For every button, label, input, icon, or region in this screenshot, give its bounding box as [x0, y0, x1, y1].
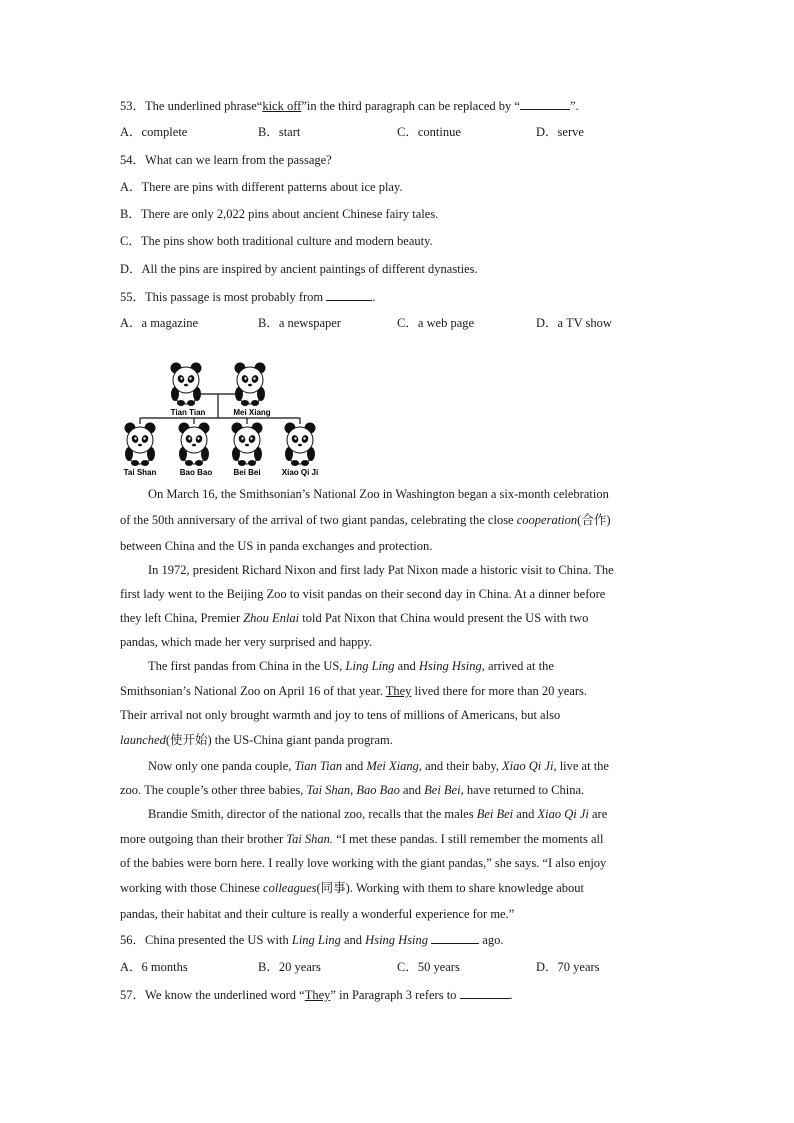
panda-label: Bei Bei	[233, 468, 261, 477]
passage-line: Smithsonian’s National Zoo on April 16 of that year. They lived there for more than 20 years.	[120, 684, 588, 698]
panda-label: Xiao Qi Ji	[281, 468, 319, 477]
panda-bei-bei-icon	[232, 423, 263, 467]
passage-line: On March 16, the Smithsonian’s National Zoo in Washington began a six-month celebration	[148, 487, 609, 501]
question-55: 55．This passage is most probably from .	[120, 290, 376, 304]
passage-line: working with those Chinese colleagues(同事). Working with them to share knowledge about	[120, 881, 584, 895]
option-a[interactable]: A．complete	[120, 125, 188, 139]
answer-blank[interactable]	[431, 931, 479, 944]
passage-line: pandas, which made her very surprised and happy.	[120, 635, 373, 649]
option-b[interactable]: B．start	[258, 125, 301, 139]
passage-line: Now only one panda couple, Tian Tian and Mei Xiang, and their baby, Xiao Qi Ji, live at the	[148, 759, 609, 773]
option-a[interactable]: A．a magazine	[120, 316, 199, 330]
passage-line: zoo. The couple’s other three babies, Tai Shan, Bao Bao and Bei Bei, have returned to China.	[120, 783, 585, 797]
passage-line: of the 50th anniversary of the arrival of two giant pandas, celebrating the close cooperation(合作)	[120, 513, 611, 527]
option-c[interactable]: C．The pins show both traditional culture and modern beauty.	[120, 234, 433, 248]
question-number: 53．	[120, 99, 146, 113]
panda-tian-tian-icon	[171, 363, 202, 407]
panda-label: Tai Shan	[123, 468, 157, 477]
panda-mei-xiang-icon	[235, 363, 266, 407]
underlined-phrase: kick off	[262, 99, 302, 113]
underlined-word: They	[304, 988, 331, 1002]
option-d[interactable]: D．serve	[536, 125, 584, 139]
panda-tai-shan-icon	[125, 423, 156, 467]
passage-line: In 1972, president Richard Nixon and first lady Pat Nixon made a historic visit to China. The	[148, 563, 614, 577]
option-c[interactable]: C．50 years	[397, 960, 460, 974]
panda-label: Bao Bao	[179, 468, 213, 477]
passage-line: Brandie Smith, director of the national zoo, recalls that the males Bei Bei and Xiao Qi Ji are	[148, 807, 608, 821]
passage-line: Their arrival not only brought warmth and joy to tens of millions of Americans, but also	[120, 708, 561, 722]
option-b[interactable]: B．a newspaper	[258, 316, 341, 330]
question-57: 57．We know the underlined word “They” in Paragraph 3 refers to .	[120, 988, 513, 1002]
option-b[interactable]: B．There are only 2,022 pins about ancient Chinese fairy tales.	[120, 207, 439, 221]
glossed-word: cooperation	[516, 513, 578, 527]
passage-line: they left China, Premier Zhou Enlai told Pat Nixon that China would present the US with two	[120, 611, 589, 625]
passage-line: launched(使开始) the US-China giant panda program.	[120, 733, 393, 747]
option-b[interactable]: B．20 years	[258, 960, 321, 974]
option-a[interactable]: A．There are pins with different patterns about ice play.	[120, 180, 403, 194]
panda-label: Mei Xiang	[233, 408, 271, 417]
option-d[interactable]: D．a TV show	[536, 316, 612, 330]
passage-line: The first pandas from China in the US, Ling Ling and Hsing Hsing, arrived at the	[148, 659, 554, 673]
option-d[interactable]: D．All the pins are inspired by ancient paintings of different dynasties.	[120, 262, 478, 276]
answer-blank[interactable]	[520, 97, 570, 110]
option-d[interactable]: D．70 years	[536, 960, 600, 974]
answer-blank[interactable]	[460, 986, 510, 999]
panda-xiao-qi-ji-icon	[285, 423, 316, 467]
passage-line: pandas, their habitat and their culture is really a wonderful experience for me.”	[120, 907, 515, 921]
answer-blank[interactable]	[326, 288, 372, 301]
panda-family-tree	[116, 362, 336, 480]
question-54: 54．What can we learn from the passage?	[120, 153, 332, 167]
panda-label: Tian Tian	[170, 408, 206, 417]
question-56: 56．China presented the US with Ling Ling and Hsing Hsing ago.	[120, 933, 504, 947]
question-53: 53．The underlined phrase“kick off”in the third paragraph can be replaced by “ ”.	[120, 99, 579, 113]
passage-line: of the babies were born here. I really love working with the giant pandas,” she says. “I also enjoy	[120, 856, 607, 870]
passage-line: between China and the US in panda exchanges and protection.	[120, 539, 433, 553]
panda-bao-bao-icon	[179, 423, 210, 467]
option-c[interactable]: C．continue	[397, 125, 461, 139]
passage-line: more outgoing than their brother Tai Shan. “I met these pandas. I still remember the moments all	[120, 832, 604, 846]
option-c[interactable]: C．a web page	[397, 316, 475, 330]
passage-line: first lady went to the Beijing Zoo to visit pandas on their second day in China. At a dinner before	[120, 587, 606, 601]
option-a[interactable]: A．6 months	[120, 960, 188, 974]
underlined-word: They	[385, 684, 412, 698]
